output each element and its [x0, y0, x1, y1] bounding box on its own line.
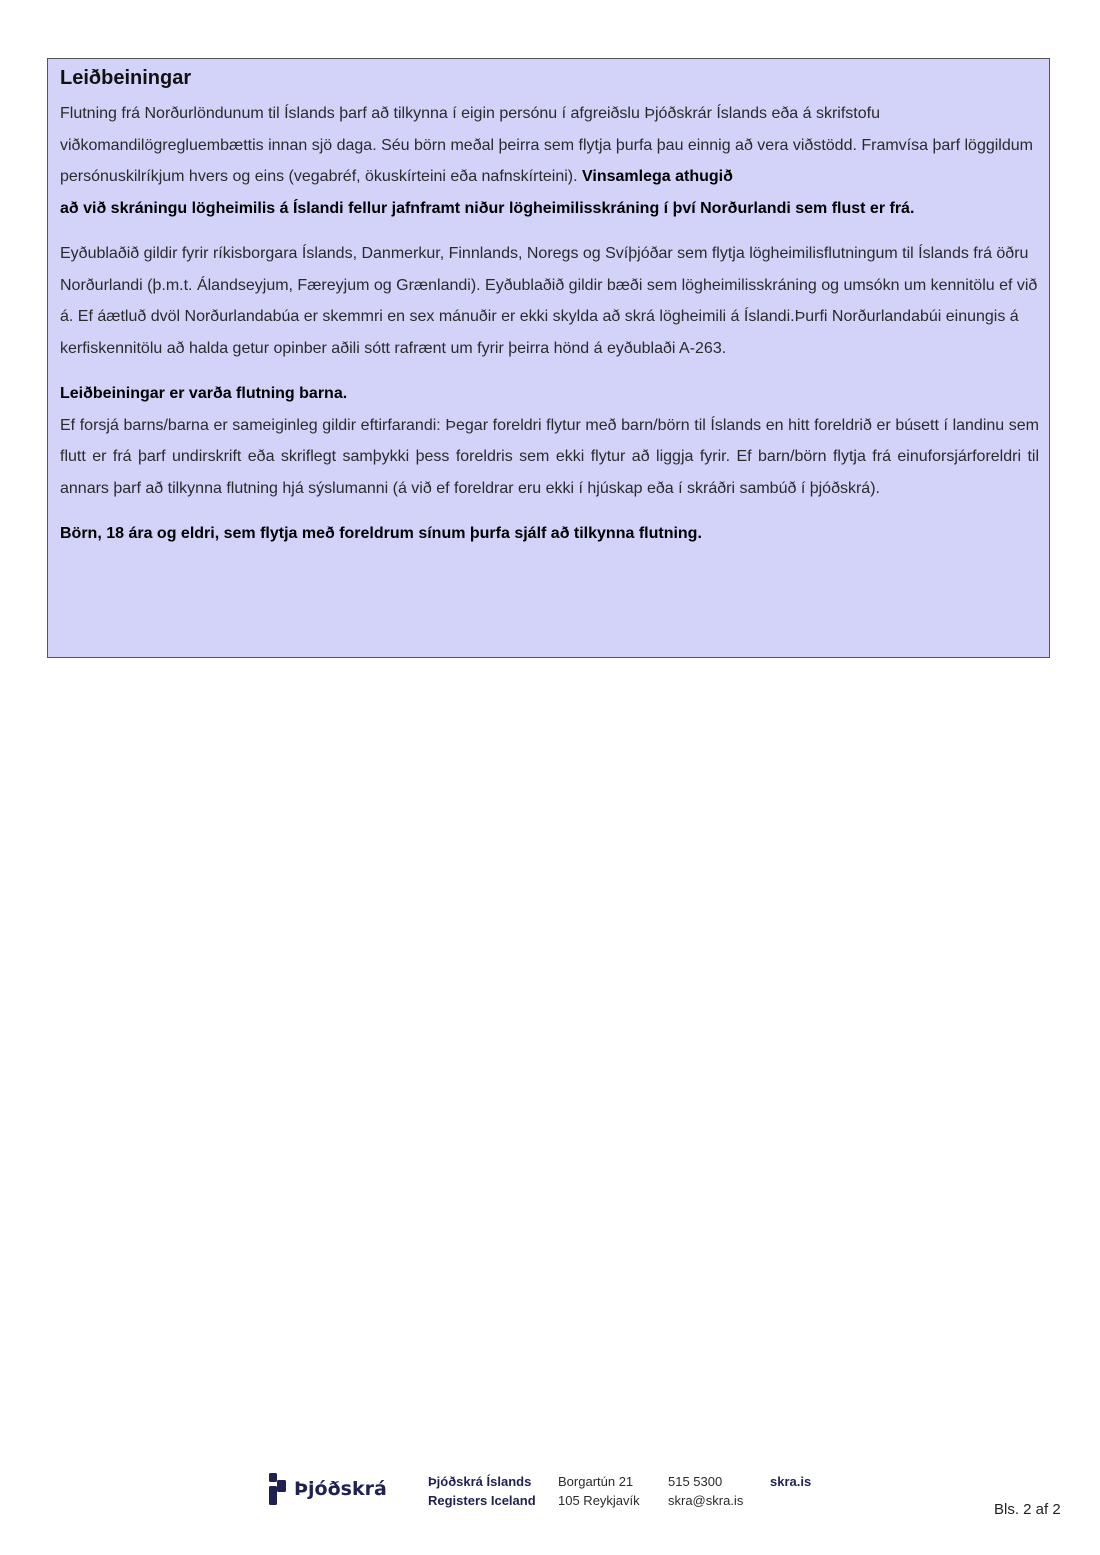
paragraph-1-emphasis-a: Vinsamlega athugið: [582, 168, 733, 185]
footer-org-names: [428, 1472, 536, 1510]
instructions-title: Leiðbeiningar: [60, 67, 192, 89]
footer-logo: [268, 1472, 387, 1506]
adult-children-note: Börn, 18 ára og eldri, sem flytja með foreldrum sínum þurfa sjálf að tilkynna flutning.: [60, 525, 702, 542]
logo-mark-icon: [268, 1472, 288, 1506]
footer-contact: [668, 1472, 743, 1510]
paragraph-1-emphasis-b: að við skráningu lögheimilis á Íslandi fellur jafnframt niður lögheimilisskráning í því Norðurlandi sem flust er frá.: [60, 199, 915, 217]
children-paragraph: Ef forsjá barns/barna er sameiginleg gildir eftirfarandi: Þegar foreldri flytur með barn/börn til Íslands en hitt foreldrið er búsett í landinu sem flutt er frá þarf undirskrift eða skriflegt samþykki þess foreldris sem ekki flytur að liggja fyrir. Ef barn/börn flytja frá einuforsjárforeldri til annars þarf að tilkynna flutning hjá sýslumanni (á við ef foreldrar eru ekki í hjúskap eða í skráðri sambúð í þjóðskrá).: [60, 416, 1039, 497]
org-name-icelandic: Þjóðskrá Íslands: [428, 1474, 532, 1489]
logo-text: Þjóðskrá: [294, 1478, 387, 1500]
children-heading: Leiðbeiningar er varða flutning barna.: [60, 385, 348, 402]
org-name-english: Registers Iceland: [428, 1493, 536, 1508]
paragraph-1-text: Flutning frá Norðurlöndunum til Íslands þarf að tilkynna í eigin persónu í afgreiðslu Þjóðskrár Íslands eða á skrifstofu viðkomandilögregluembættis innan sjö daga. Séu börn meðal þeirra sem flytja þurfa þau einnig að vera viðstödd. Framvísa þarf löggildum persónuskilríkjum hvers og eins (vegabréf, ökuskírteini eða nafnskírteini).: [60, 105, 1033, 185]
instructions-box: [47, 58, 1050, 658]
address-line-1: Borgartún 21: [558, 1474, 634, 1489]
instructions-paragraph-2: Eyðublaðið gildir fyrir ríkisborgara Íslands, Danmerkur, Finnlands, Noregs og Svíþjóðar sem flytja lögheimilisflutningum til Íslands frá öðru Norðurlandi (þ.m.t. Álandseyjum, Færeyjum og Grænlandi). Eyðublaðið gildir bæði sem lögheimilisskráning og umsókn um kennitölu ef við á. Ef áætluð dvöl Norðurlandabúa er skemmri en sex mánuðir er ekki skylda að skrá lögheimili á Íslandi.Þurfi Norðurlandabúi einungis á kerfiskennitölu að halda getur opinber aðili sótt rafrænt um fyrir þeirra hönd á eyðublaði A-263.: [60, 245, 1038, 357]
address-line-2: 105 Reykjavík: [558, 1493, 640, 1508]
instructions-paragraph-1: [60, 98, 1039, 224]
footer-email[interactable]: skra@skra.is: [668, 1493, 744, 1508]
footer-website[interactable]: skra.is: [770, 1474, 812, 1489]
footer-phone: 515 5300: [668, 1474, 723, 1489]
page-footer: [0, 1468, 1100, 1528]
page-number: Bls. 2 af 2: [994, 1501, 1061, 1518]
footer-website-col: [770, 1472, 811, 1491]
footer-address: [558, 1472, 640, 1510]
